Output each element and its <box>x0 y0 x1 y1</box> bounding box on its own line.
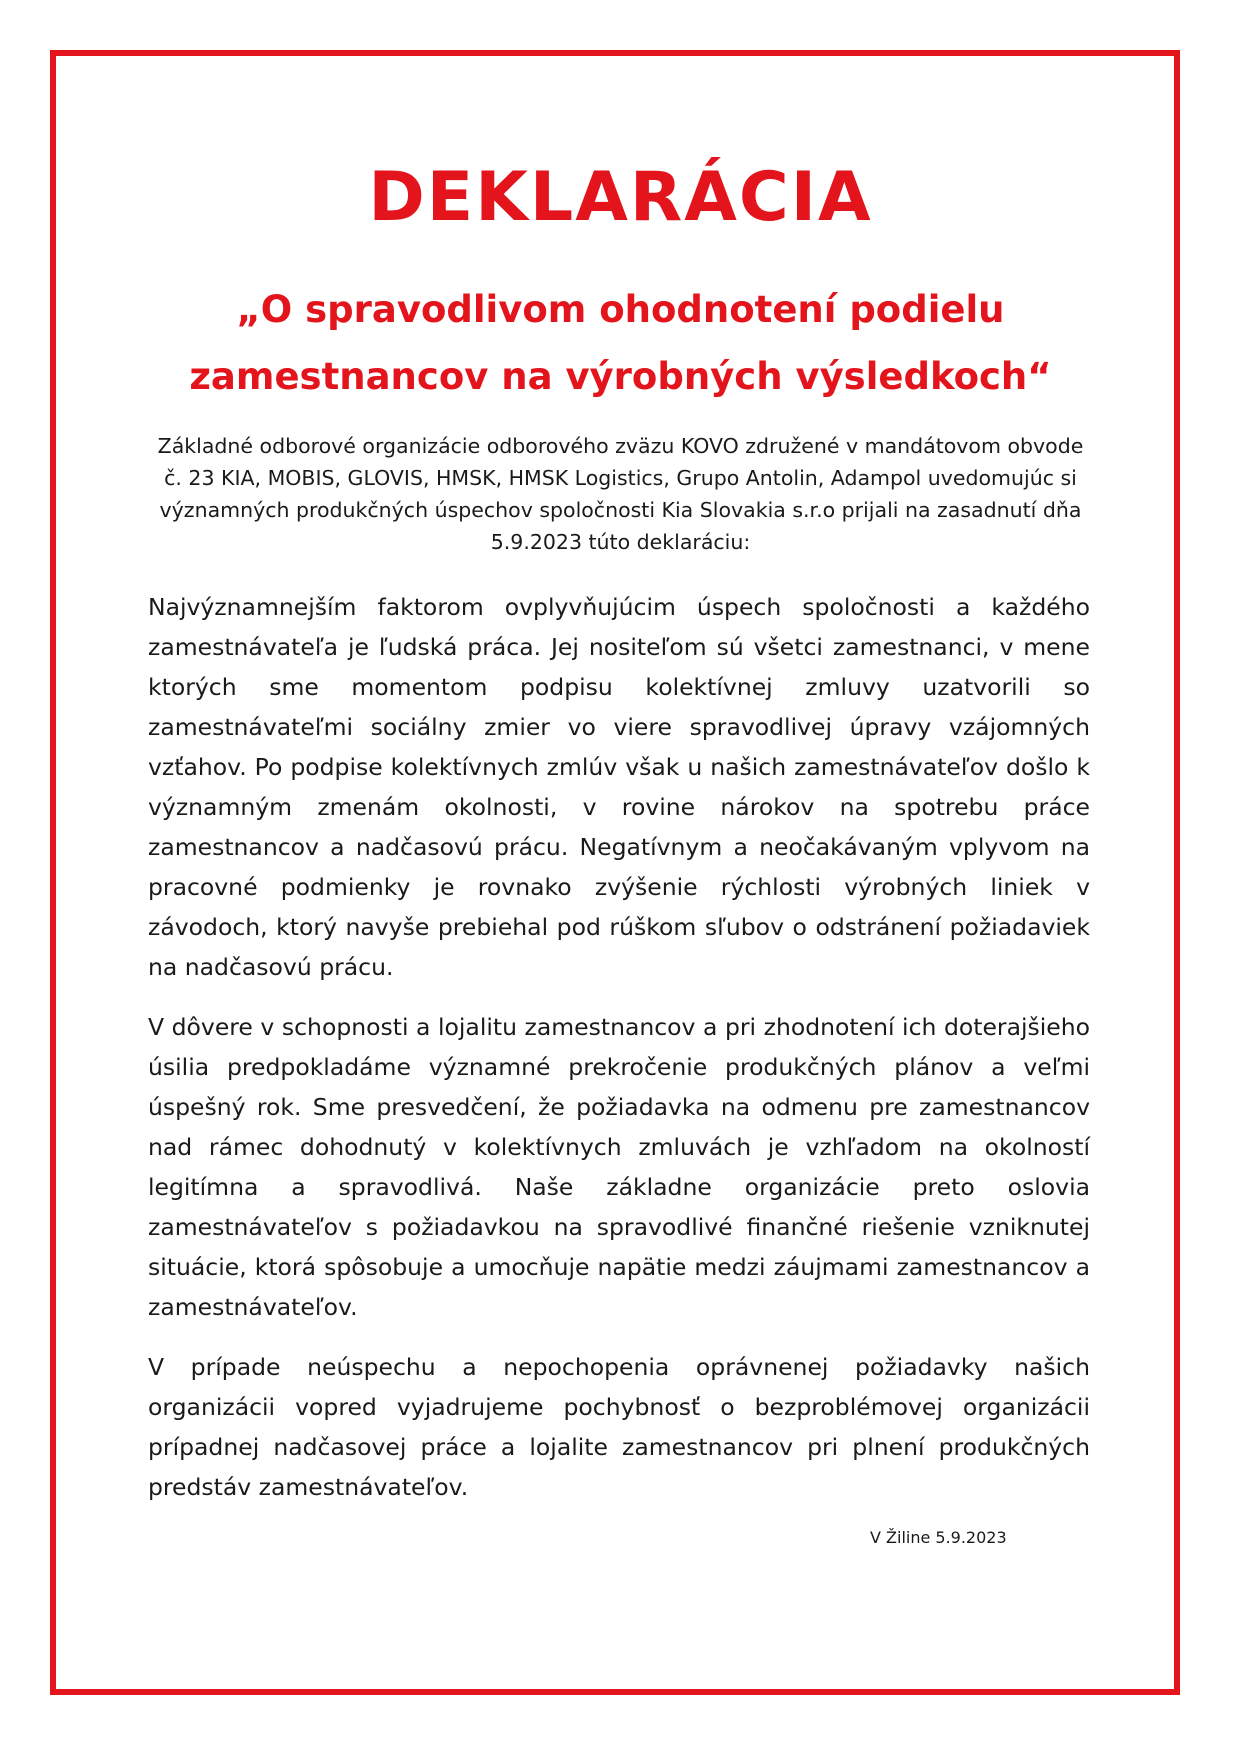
document-title: DEKLARÁCIA <box>368 158 873 237</box>
body-paragraph-1: Najvýznamnejším faktorom ovplyvňujúcim úspech spoločnosti a každého zamestnávateľa je ľudská práca. Jej nositeľom sú všetci zamestnanci, v mene ktorých sme momentom podpisu kolektívnej zmluvy uzatvorili so zamestnávateľmi sociálny zmier vo viere spravodlivej úpravy vzájomných vzťahov. Po podpise kolektívnych zmlúv však u našich zamestnávateľov došlo k významným zmenám okolnosti, v rovine nárokov na spotrebu práce zamestnancov a nadčasovú prácu. Negatívnym a neočakávaným vplyvom na pracovné podmienky je rovnako zvýšenie rýchlosti výrobných liniek v závodoch, ktorý navyše prebiehal pod rúškom sľubov o odstránení požiadaviek na nadčasovú prácu. <box>148 593 1090 981</box>
document-subtitle: „O spravodlivom ohodnotení podielu zamestnancov na výrobných výsledkoch“ <box>189 288 1052 398</box>
place-and-date: V Žiline 5.9.2023 <box>870 1528 1007 1547</box>
body-paragraph-3: V prípade neúspechu a nepochopenia oprávnenej požiadavky našich organizácii vopred vyjadrujeme pochybnosť o bezproblémovej organizácii prípadnej nadčasovej práce a lojalite zamestnancov pri plnení produkčných predstáv zamestnávateľov. <box>148 1353 1090 1501</box>
intro-paragraph: Základné odborové organizácie odborového zväzu KOVO združené v mandátovom obvode č. 23 KIA, MOBIS, GLOVIS, HMSK, HMSK Logistics, Grupo Antolin, Adampol uvedomujúc si významných produkčných úspechov spoločnosti Kia Slovakia s.r.o prijali na zasadnutí dňa 5.9.2023 túto deklaráciu: <box>157 434 1084 554</box>
body-paragraph-2: V dôvere v schopnosti a lojalitu zamestnancov a pri zhodnotení ich doterajšieho úsilia predpokladáme významné prekročenie produkčných plánov a veľmi úspešný rok. Sme presvedčení, že požiadavka na odmenu pre zamestnancov nad rámec dohodnutý v kolektívnych zmluvách je vzhľadom na okolností legitímna a spravodlivá. Naše základne organizácie preto oslovia zamestnávateľov s požiadavkou na spravodlivé finančné riešenie vzniknutej situácie, ktorá spôsobuje a umocňuje napätie medzi záujmami zamestnancov a zamestnávateľov. <box>148 1013 1090 1321</box>
